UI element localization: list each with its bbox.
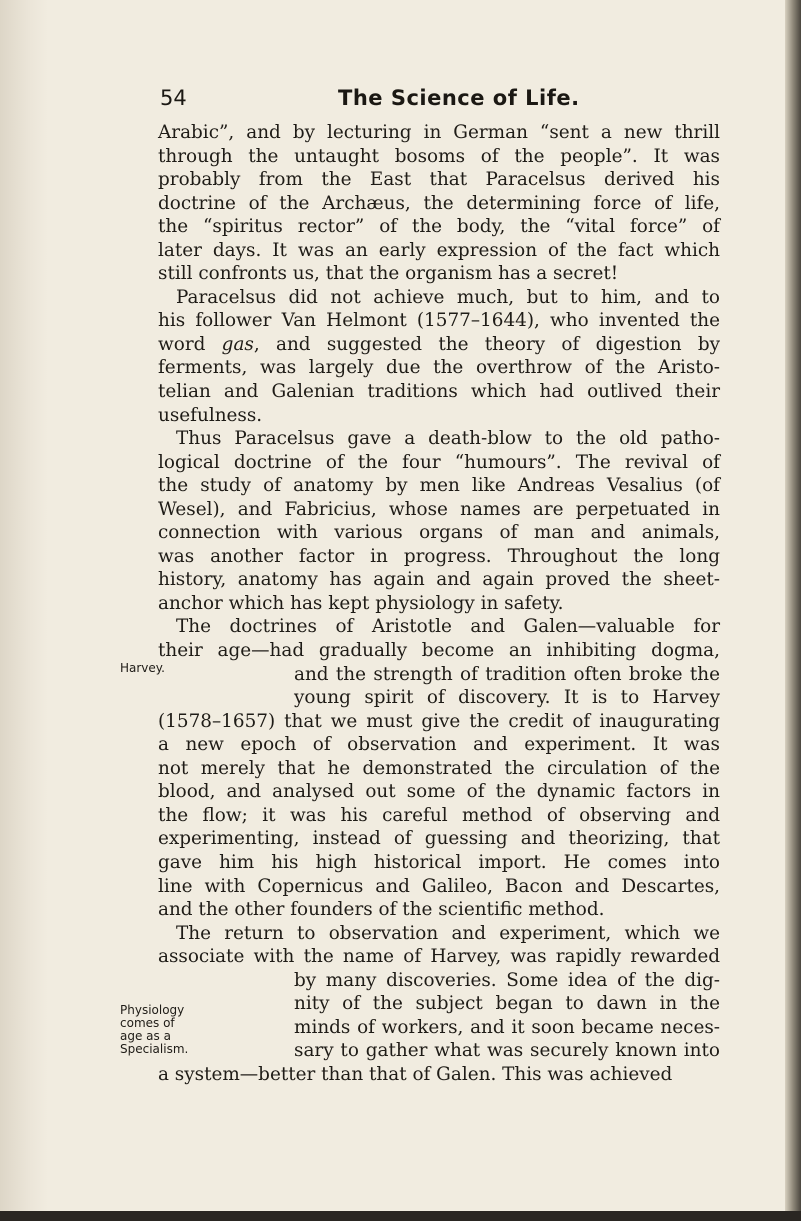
bottom-edge bbox=[0, 1211, 801, 1221]
margin-note-physiology-line: age as a bbox=[120, 1029, 171, 1043]
text-line: nity of the subject began to dawn in the bbox=[294, 993, 720, 1015]
text-line: logical doctrine of the four “humours”. The revival of bbox=[158, 451, 720, 473]
text-line: and the strength of tradition often broke the bbox=[294, 663, 720, 685]
text-fragment: word bbox=[158, 333, 222, 355]
italic-word: gas bbox=[221, 333, 254, 355]
text-line: was another factor in progress. Throughout the long bbox=[158, 545, 720, 567]
text-line: through the untaught bosoms of the people”. It was bbox=[158, 145, 720, 167]
text-line: Wesel), and Fabricius, whose names are perpetuated in bbox=[158, 498, 720, 520]
margin-note-physiology-line: comes of bbox=[120, 1016, 175, 1030]
text-line: minds of workers, and it soon became neces- bbox=[294, 1016, 720, 1038]
text-line: their age—had gradually become an inhibiting dogma, bbox=[158, 640, 720, 662]
text-line: The return to observation and experiment, which we bbox=[176, 922, 720, 944]
text-line: Thus Paracelsus gave a death-blow to the old patho- bbox=[176, 428, 720, 450]
running-title: The Science of Life. bbox=[338, 86, 580, 110]
text-line: blood, and analysed out some of the dynamic factors in bbox=[158, 781, 720, 803]
page-edge-left bbox=[0, 0, 48, 1221]
page-number: 54 bbox=[160, 86, 187, 110]
text-line: probably from the East that Paracelsus derived his bbox=[158, 169, 720, 191]
text-line: still confronts us, that the organism has a secret! bbox=[158, 263, 619, 285]
body-text bbox=[158, 121, 720, 1086]
text-line: telian and Galenian traditions which had outlived their bbox=[158, 381, 720, 403]
text-line: associate with the name of Harvey, was rapidly rewarded bbox=[158, 946, 720, 968]
text-line: by many discoveries. Some idea of the dig- bbox=[294, 969, 720, 991]
text-line: the flow; it was his careful method of observing and bbox=[158, 804, 720, 826]
page-edge-right bbox=[785, 0, 801, 1221]
text-line: The doctrines of Aristotle and Galen—valuable for bbox=[176, 616, 720, 638]
text-line: later days. It was an early expression of the fact which bbox=[158, 239, 720, 261]
text-line: doctrine of the Archæus, the determining force of life, bbox=[158, 192, 720, 214]
text-line: the “spiritus rector” of the body, the “vital force” of bbox=[158, 216, 720, 238]
text-line: and the other founders of the scientific method. bbox=[158, 899, 605, 921]
text-line: not merely that he demonstrated the circulation of the bbox=[158, 757, 720, 779]
text-line: the study of anatomy by men like Andreas Vesalius (of bbox=[158, 475, 720, 497]
text-line: history, anatomy has again and again proved the sheet- bbox=[158, 569, 720, 591]
text-line-with-italic bbox=[158, 333, 720, 357]
text-line: his follower Van Helmont (1577–1644), who invented the bbox=[158, 310, 720, 332]
text-line: Paracelsus did not achieve much, but to him, and to bbox=[176, 286, 720, 308]
text-line: a new epoch of observation and experiment. It was bbox=[158, 734, 720, 756]
text-line: gave him his high historical import. He comes into bbox=[158, 851, 720, 873]
text-line: Arabic”, and by lecturing in German “sent a new thrill bbox=[158, 122, 720, 143]
text-line: experimenting, instead of guessing and theorizing, that bbox=[158, 828, 720, 850]
margin-note-physiology-line: Physiology bbox=[120, 1003, 185, 1017]
text-line: a system—better than that of Galen. This was achieved bbox=[158, 1063, 673, 1085]
text-line: anchor which has kept physiology in safety. bbox=[158, 592, 564, 614]
text-line: ferments, was largely due the overthrow of the Aristo- bbox=[158, 357, 720, 379]
text-line: (1578–1657) that we must give the credit of inaugurating bbox=[158, 710, 720, 732]
text-line: line with Copernicus and Galileo, Bacon and Descartes, bbox=[158, 875, 720, 897]
text-fragment: , and suggested the theory of digestion by bbox=[253, 333, 720, 355]
text-line: connection with various organs of man and animals, bbox=[158, 522, 720, 544]
text-line: usefulness. bbox=[158, 404, 263, 426]
margin-note-harvey-text: Harvey. bbox=[120, 661, 165, 675]
text-line: sary to gather what was securely known into bbox=[294, 1040, 720, 1062]
text-line: young spirit of discovery. It is to Harvey bbox=[294, 687, 720, 709]
margin-note-physiology-line: Specialism. bbox=[120, 1042, 189, 1056]
